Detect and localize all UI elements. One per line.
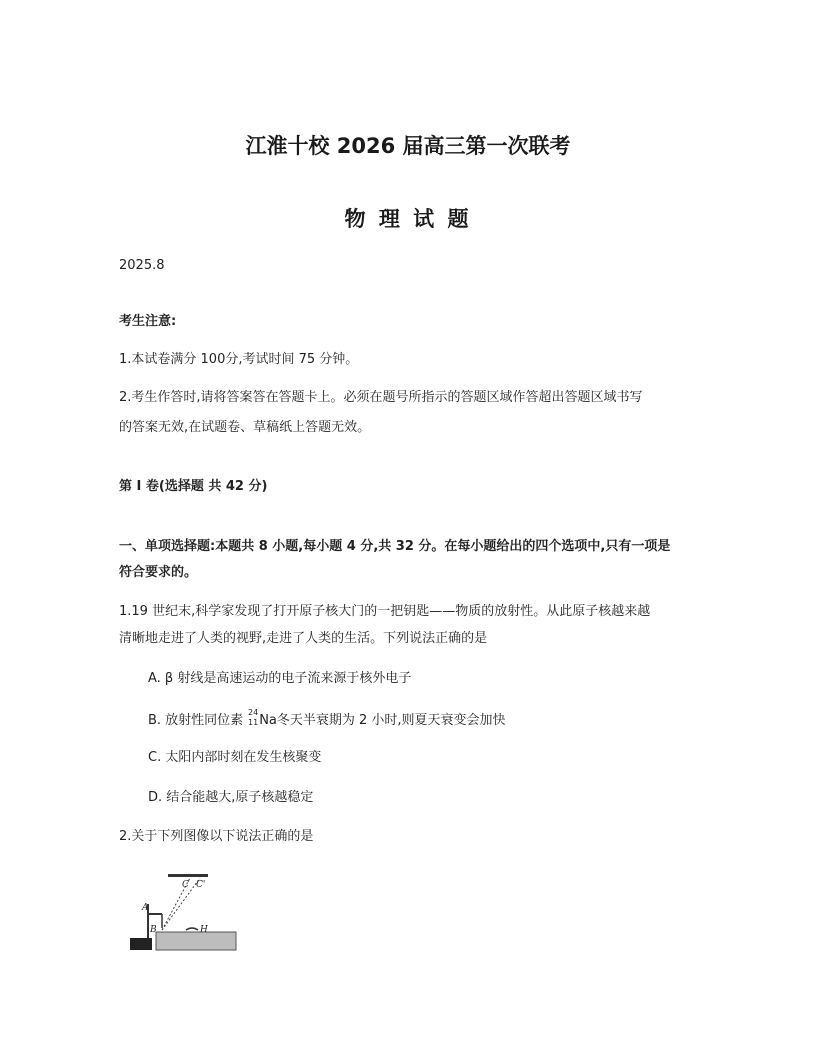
label-c: C <box>182 880 189 890</box>
element-symbol: Na <box>259 713 277 728</box>
part-title: 第 I 卷(选择题 共 42 分) <box>119 479 268 494</box>
mass-number: 24 <box>248 708 259 717</box>
option-b-suffix: 冬天半衰期为 2 小时,则夏天衰变会加快 <box>276 713 506 728</box>
notice-item-1: 1.本试卷满分 100分,考试时间 75 分钟。 <box>119 352 359 367</box>
notice-heading: 考生注意: <box>119 314 177 329</box>
nuclide-notation <box>246 709 258 727</box>
exam-date: 2025.8 <box>119 258 165 273</box>
question-1-option-d: D. 结合能越大,原子核越稳定 <box>148 790 314 805</box>
question-1-option-a: A. β 射线是高速运动的电子流来源于核外电子 <box>148 671 412 686</box>
notice-item-2-line-2: 的答案无效,在试题卷、草稿纸上答题无效。 <box>119 420 371 435</box>
base-block <box>130 938 152 950</box>
question-2-figure <box>128 870 248 954</box>
label-b: B <box>150 925 157 935</box>
sample-mark <box>186 928 198 930</box>
section-intro-line-2: 符合要求的。 <box>119 565 198 580</box>
ray-line-2 <box>162 878 200 930</box>
subject-title: 物 理 试 题 <box>344 207 472 231</box>
question-2-stem: 2.关于下列图像以下说法正确的是 <box>119 829 314 844</box>
label-c-prime: C' <box>196 880 206 890</box>
experiment-diagram <box>128 870 248 954</box>
section-intro-line-1: 一、单项选择题:本题共 8 小题,每小题 4 分,共 32 分。在每小题给出的四个选项中,只有一项是 <box>119 539 671 554</box>
exam-title: 江淮十校 2026 届高三第一次联考 <box>245 134 571 158</box>
label-h: H <box>200 925 208 935</box>
question-1-option-b <box>148 709 506 731</box>
notice-item-2-line-1: 2.考生作答时,请将答案答在答题卡上。必须在题号所指示的答题区域作答超出答题区域书写 <box>119 390 643 405</box>
option-b-prefix: B. 放射性同位素 <box>148 713 244 728</box>
question-1-stem-line-2: 清晰地走进了人类的视野,走进了人类的生活。下列说法正确的是 <box>119 631 488 646</box>
screen-plate <box>168 874 208 877</box>
question-1-option-c: C. 太阳内部时刻在发生核聚变 <box>148 750 322 765</box>
question-1-stem-line-1: 1.19 世纪末,科学家发现了打开原子核大门的一把钥匙——物质的放射性。从此原子核越来越 <box>119 604 651 619</box>
atomic-number: 11 <box>248 718 259 727</box>
sample-slab <box>156 932 236 950</box>
label-a: A <box>142 903 149 913</box>
